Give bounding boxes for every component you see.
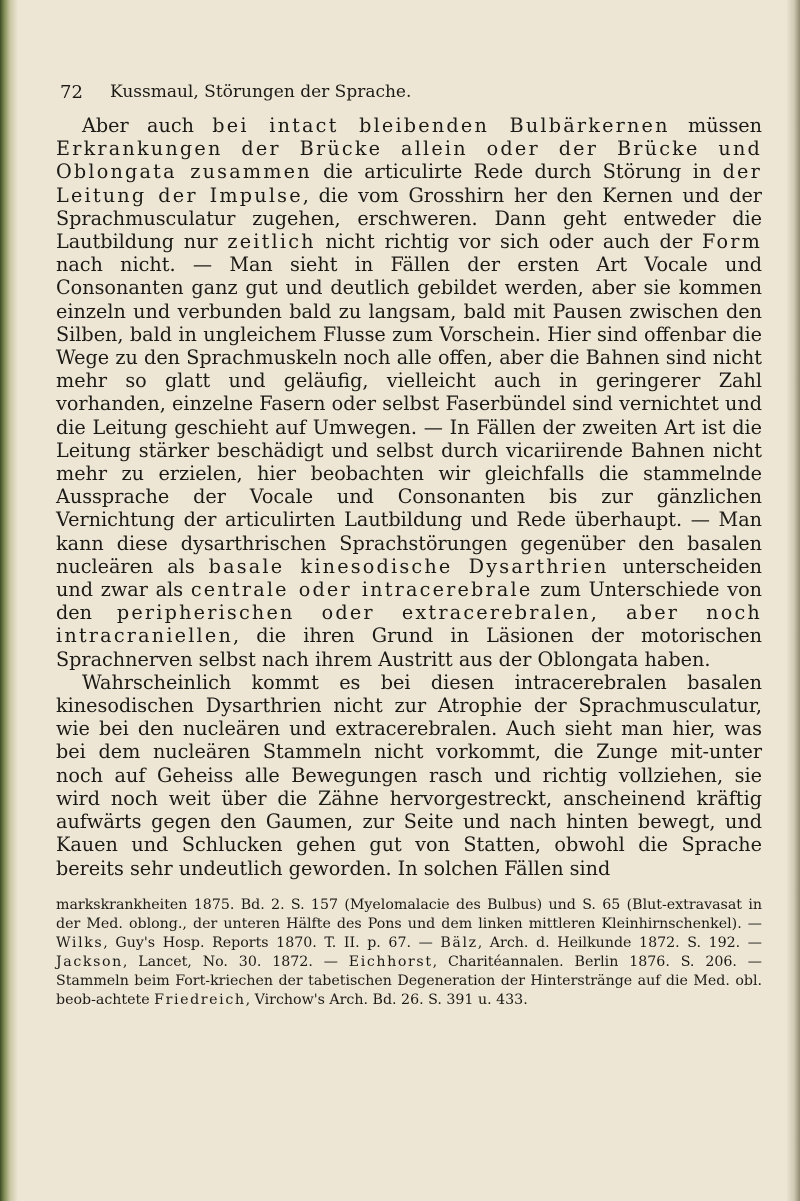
footnote-run: , Charitéannalen. Berlin 1876. S. 206. — Stammeln beim Fort-kriechen der tabetischen Degeneration der Hinterstränge auf die Med. obl. beob-achtete xyxy=(56,953,762,1009)
emphasis-run: peripherischen oder extracerebralen, aber noch intracraniellen xyxy=(56,601,762,648)
scan-page-edge xyxy=(786,0,800,1201)
author-name: Jackson xyxy=(56,953,123,970)
emphasis-run: basale kinesodische Dysarthrien xyxy=(208,554,609,578)
text-run: Aber auch xyxy=(82,114,213,137)
emphasis-run: Form xyxy=(702,230,762,254)
author-name: Friedreich xyxy=(154,992,246,1009)
paragraph-2: Wahrscheinlich kommt es bei diesen intracerebralen basalen kinesodischen Dysarthrien nicht zur Atrophie der Sprachmusculatur, wie bei den nucleären und extracerebralen. Auch sieht man hier, was bei dem nucleären Stammeln nicht vorkommt, die Zunge mit-unter noch auf Geheiss alle Bewegungen rasch und richtig vollziehen, sie wird noch weit über die Zähne hervorgestreckt, anscheinend kräftig aufwärts gegen den Gaumen, zur Seite und nach hinten bewegt, und Kauen und Schlucken gehen gut von Statten, obwohl die Sprache bereits sehr undeutlich geworden. In solchen Fällen sind xyxy=(56,670,762,880)
book-page xyxy=(56,82,762,1010)
footnote xyxy=(56,896,762,1011)
emphasis-run: centrale oder intracerebrale xyxy=(190,578,533,602)
footnote-run: , Lancet, No. 30. 1872. — xyxy=(122,953,349,970)
running-title: Kussmaul, Störungen der Sprache. xyxy=(110,82,412,102)
text-run: , die ihren Grund in Läsionen der motorischen Sprachnerven selbst nach ihrem Austritt aus der Oblongata haben. xyxy=(56,624,762,671)
text-run: nicht richtig vor sich oder auch der xyxy=(315,230,703,254)
author-name: Wilks xyxy=(56,934,104,951)
text-run: müssen xyxy=(669,114,763,137)
paragraph-1 xyxy=(56,114,762,671)
text-run: die articulirte Rede durch Störung in xyxy=(311,160,723,184)
text-run: , die vom Grosshirn her den Kernen und der Sprachmusculatur zugehen, erschweren. Dann geht entweder die Lautbildung nur xyxy=(56,183,762,254)
author-name: Eichhorst xyxy=(348,953,433,970)
footnote-run: , Guy's Hosp. Reports 1870. T. II. p. 67. — xyxy=(103,934,441,951)
footnote-run: , Arch. d. Heilkunde 1872. S. 192. — xyxy=(477,934,762,951)
main-text xyxy=(56,114,762,880)
footnote-run: markskrankheiten 1875. Bd. 2. S. 157 (Myelomalacie des Bulbus) und S. 65 (Blut-extravasat in der Med. oblong., der unteren Hälfte des Pons und dem linken mittleren Kleinhirnschenkel). — xyxy=(56,896,762,932)
author-name: Bälz xyxy=(440,934,478,951)
page-number: 72 xyxy=(60,82,83,103)
text-run: zum Unterschiede von den xyxy=(56,578,762,625)
emphasis-run: der Leitung der Impulse xyxy=(56,160,762,207)
text-run: unterscheiden und zwar als xyxy=(56,554,762,602)
scan-binding-edge xyxy=(0,0,18,1201)
text-run: nach nicht. — Man sieht in Fällen der ersten Art Vocale und Consonanten ganz gut und deutlich gebildet werden, aber sie kommen einzeln und verbunden bald zu langsam, bald mit Pausen zwischen den Silben, bald in ungleichem Flusse zum Vorschein. Hier sind offenbar die Wege zu den Sprachmuskeln noch alle offen, aber die Bahnen sind nicht mehr so glatt und geläufig, vielleicht auch in geringerer Zahl vorhanden, einzelne Fasern oder selbst Faserbündel sind vernichtet und die Leitung geschieht auf Umwegen. — In Fällen der zweiten Art ist die Leitung stärker beschädigt und selbst durch vicariirende Bahnen nicht mehr zu erzielen, hier beobachten wir gleichfalls die stammelnde Aussprache der Vocale und Consonanten bis zur gänzlichen Vernichtung der articulirten Lautbildung und Rede überhaupt. — Man kann diese dysarthrischen Sprachstörungen gegenüber den basalen nucleären als xyxy=(56,253,762,578)
emphasis-run: Erkrankungen der Brücke allein oder der Brücke und Oblongata zusammen xyxy=(56,137,762,184)
footnote-run: , Virchow's Arch. Bd. 26. S. 391 u. 433. xyxy=(245,992,528,1009)
emphasis-run: zeitlich xyxy=(227,230,316,254)
emphasis-run: bei intact bleibenden Bulbärkernen xyxy=(212,114,670,137)
page-header xyxy=(56,82,762,112)
